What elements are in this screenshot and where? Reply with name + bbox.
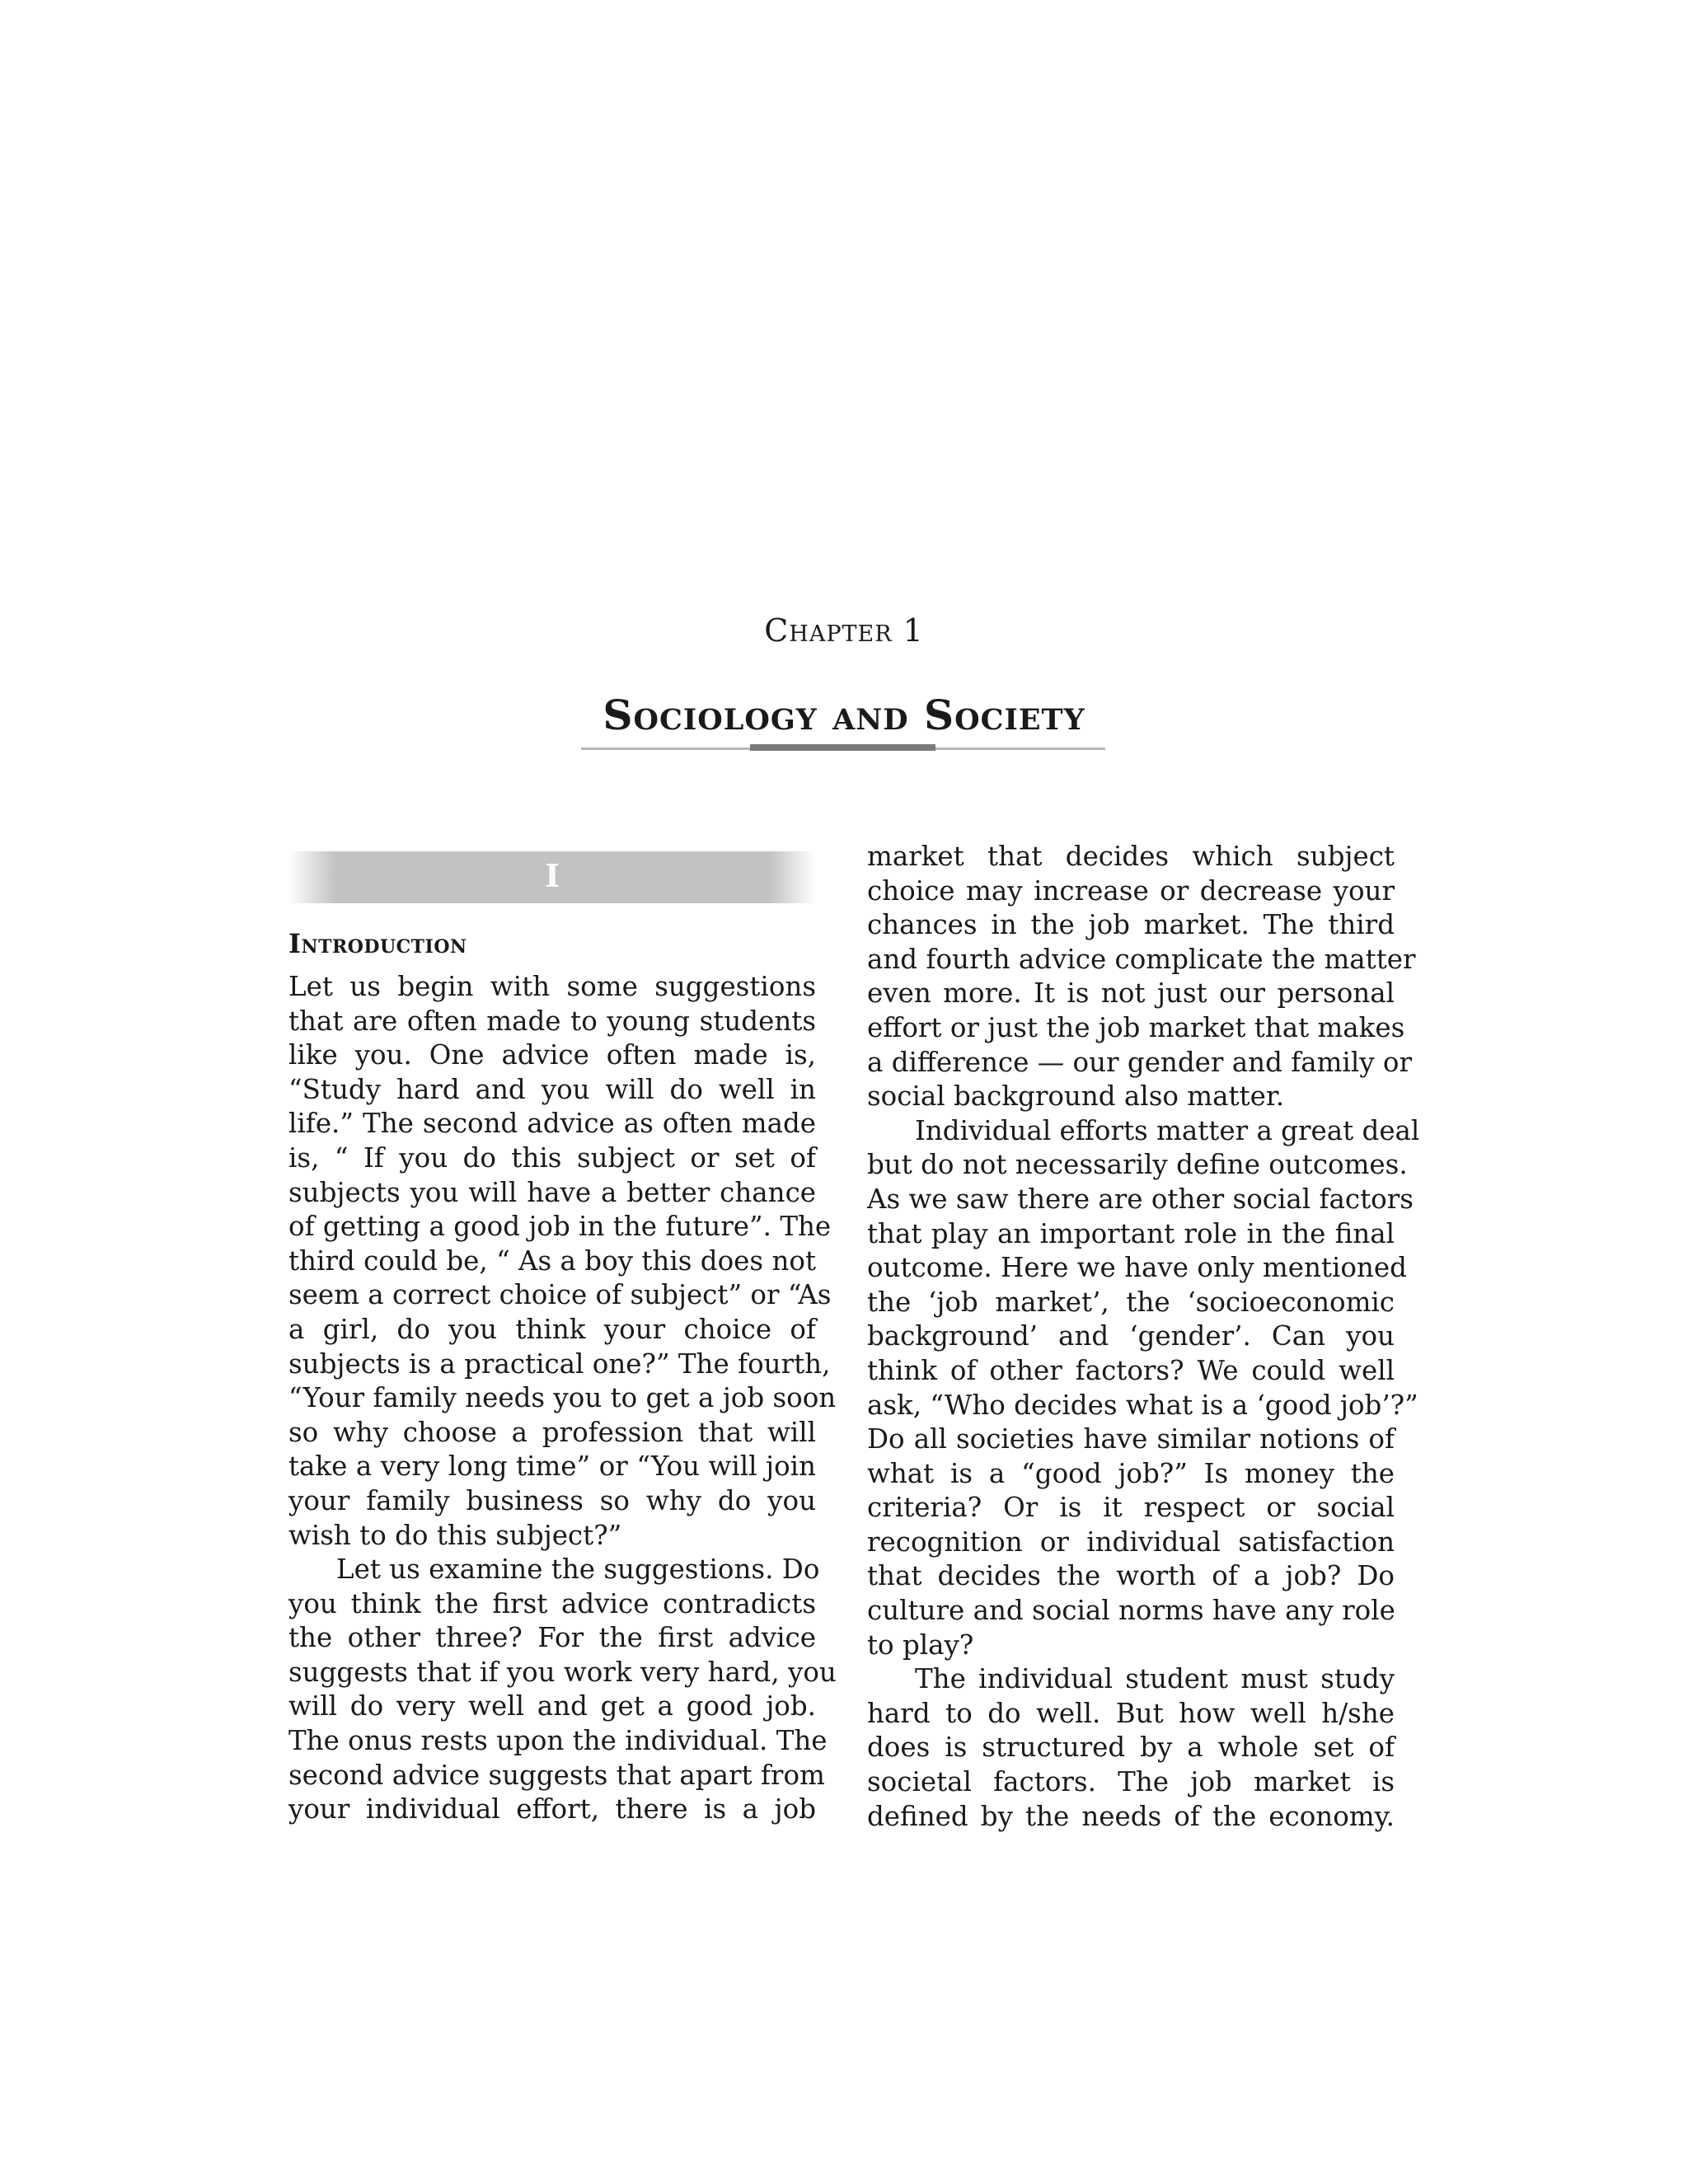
text-line: like you. One advice often made is,	[288, 1039, 816, 1071]
text-line: seem a correct choice of subject” or “As	[288, 1279, 832, 1311]
text-line: to play?	[867, 1629, 974, 1661]
text-line: hard to do well. But how well h/she	[867, 1697, 1395, 1729]
text-line: subjects you will have a better chance	[288, 1176, 816, 1208]
text-line: the other three? For the first advice	[288, 1622, 816, 1654]
text-line: Let us begin with some suggestions	[288, 971, 816, 1002]
text-line: the ‘job market’, the ‘socioeconomic	[867, 1286, 1395, 1318]
text-line: Do all societies have similar notions of	[867, 1423, 1395, 1455]
text-line: your family business so why do you	[288, 1484, 816, 1516]
text-line: that are often made to young students	[288, 1005, 816, 1037]
text-line: criteria? Or is it respect or social	[867, 1492, 1395, 1524]
left-text-column	[288, 970, 837, 1827]
text-line: recognition or individual satisfaction	[867, 1526, 1395, 1558]
section-heading: Introduction	[288, 928, 467, 959]
text-line: that play an important role in the final	[867, 1217, 1395, 1249]
text-line: outcome. Here we have only mentioned	[867, 1252, 1407, 1284]
text-line: effort or just the job market that makes	[867, 1011, 1405, 1043]
text-line: a difference — our gender and family or	[867, 1046, 1413, 1078]
text-line: wish to do this subject?”	[288, 1519, 622, 1551]
text-line: choice may increase or decrease your	[867, 874, 1395, 907]
text-line: second advice suggests that apart from	[288, 1759, 825, 1791]
text-line: background’ and ‘gender’. Can you	[867, 1320, 1395, 1352]
text-line: your individual effort, there is a job	[288, 1793, 816, 1825]
text-line: subjects is a practical one?” The fourth,	[288, 1347, 831, 1380]
chapter-label: Chapter 1	[764, 612, 924, 649]
text-line: The onus rests upon the individual. The	[288, 1725, 828, 1757]
text-line: “Your family needs you to get a job soon	[288, 1382, 837, 1414]
text-line: will do very well and get a good job.	[288, 1690, 816, 1722]
text-line: Individual efforts matter a great deal	[915, 1114, 1420, 1146]
text-line: societal factors. The job market is	[867, 1766, 1395, 1798]
text-line: social background also matter.	[867, 1080, 1285, 1113]
text-line: Let us examine the suggestions. Do	[336, 1554, 820, 1586]
chapter-title: Sociology and Society	[603, 691, 1085, 739]
text-line: is, “ If you do this subject or set of	[288, 1141, 816, 1174]
text-line: market that decides which subject	[867, 841, 1395, 872]
text-line: what is a “good job?” Is money the	[867, 1457, 1395, 1489]
text-line: As we saw there are other social factors	[867, 1183, 1414, 1215]
text-line: take a very long time” or “You will join	[288, 1451, 816, 1483]
text-line: chances in the job market. The third	[867, 909, 1395, 941]
text-line: a girl, do you think your choice of	[288, 1313, 816, 1345]
text-line: even more. It is not just our personal	[867, 977, 1395, 1010]
text-line: so why choose a profession that will	[288, 1416, 816, 1448]
text-line: ask, “Who decides what is a ‘good job’?”	[867, 1389, 1418, 1421]
text-line: of getting a good job in the future”. The	[288, 1211, 832, 1243]
text-line: “Study hard and you will do well in	[288, 1073, 816, 1105]
text-line: defined by the needs of the economy.	[867, 1800, 1395, 1832]
text-line: suggests that if you work very hard, you	[288, 1656, 837, 1688]
text-line: life.” The second advice as often made	[288, 1108, 816, 1140]
text-line: and fourth advice complicate the matter	[867, 943, 1416, 975]
text-line: but do not necessarily define outcomes.	[867, 1149, 1408, 1181]
text-line: does is structured by a whole set of	[867, 1732, 1395, 1764]
text-line: that decides the worth of a job? Do	[867, 1560, 1395, 1592]
right-text-column	[867, 840, 1420, 1834]
text-line: The individual student must study	[915, 1663, 1395, 1695]
section-numeral: I	[545, 857, 560, 894]
title-underline-accent	[750, 744, 935, 751]
text-line: think of other factors? We could well	[867, 1354, 1395, 1386]
text-line: culture and social norms have any role	[867, 1595, 1395, 1627]
text-line: third could be, “ As a boy this does not	[288, 1244, 816, 1277]
text-line: you think the first advice contradicts	[288, 1587, 816, 1619]
